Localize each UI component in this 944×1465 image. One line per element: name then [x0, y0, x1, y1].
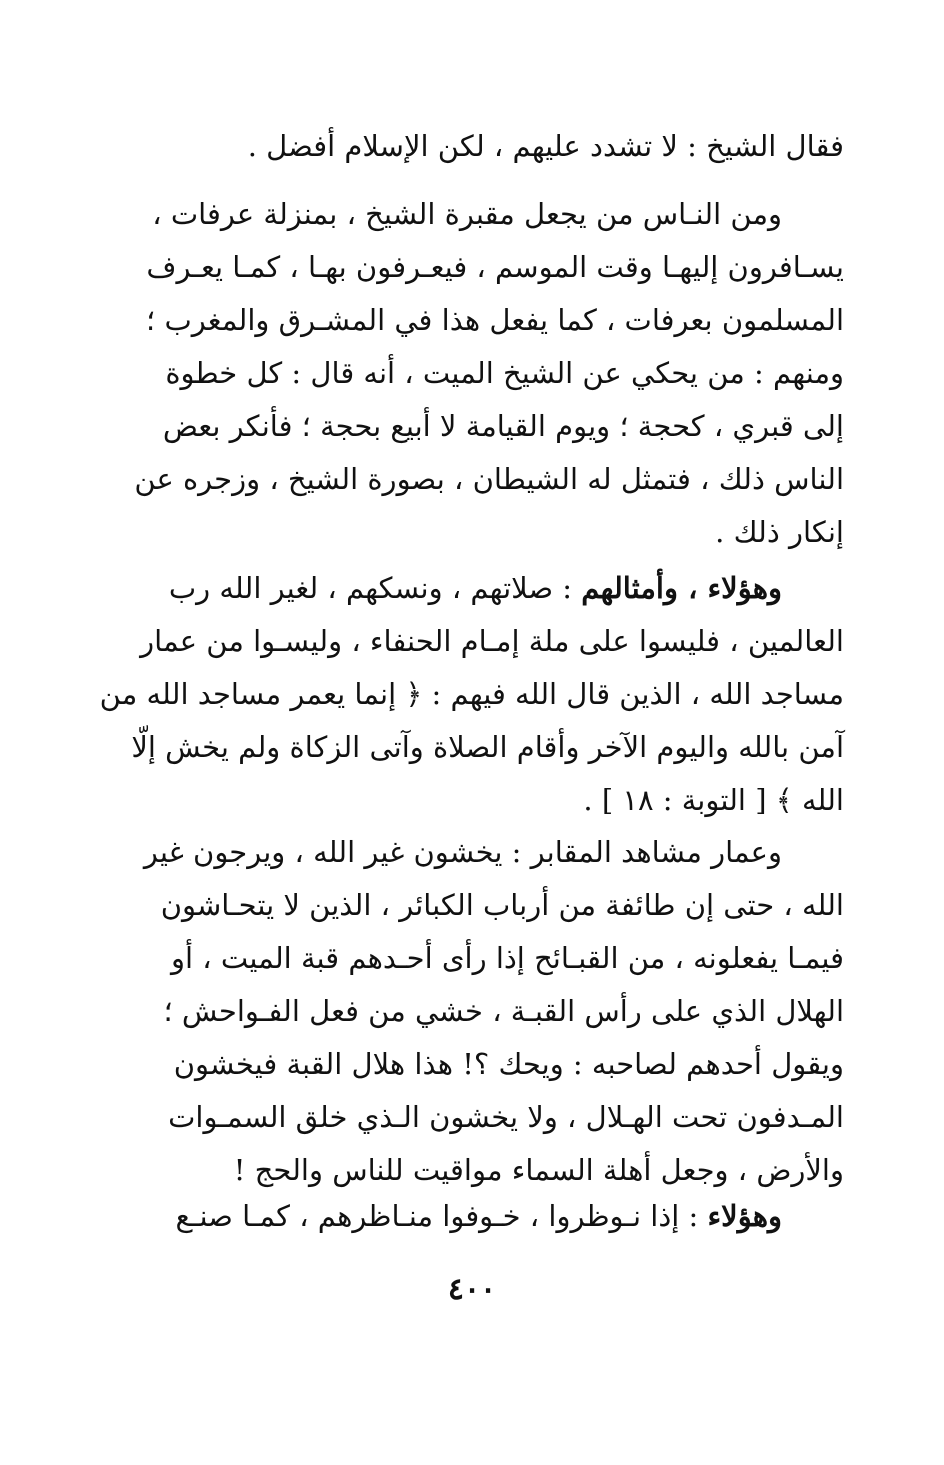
text-line: إنكار ذلك . [715, 515, 844, 549]
text-line: الهلال الذي على رأس القبـة ، خشي من فعل الفـواحش ؛ [163, 994, 844, 1028]
paragraph-1 [98, 120, 844, 173]
line-rest: : صلاتهم ، ونسكهم ، لغير الله رب [168, 571, 582, 605]
paragraph-3 [98, 562, 844, 827]
text-line: ويقول أحدهم لصاحبه : ويحك ؟! هذا هلال القبة فيخشون [173, 1047, 844, 1081]
text-line: وعمار مشاهد المقابر : يخشون غير الله ، ويرجون غير [143, 835, 782, 869]
paragraph-4 [98, 826, 844, 1197]
text-line: والأرض ، وجعل أهلة السماء مواقيت للناس والحج ! [233, 1153, 844, 1187]
page-number: ٤٠٠ [447, 1272, 497, 1307]
line-rest: : إذا نـوظروا ، خـوفوا منـاظرهم ، كمـا صنـع [175, 1199, 708, 1233]
text-line: فيمـا يفعلونه ، من القبـائح إذا رأى أحـدهم قبة الميت ، أو [170, 941, 844, 975]
text-line [98, 1190, 844, 1243]
text-line: ومنهم : من يحكي عن الشيخ الميت ، أنه قال : كل خطوة [165, 356, 844, 390]
text-line: المسلمون بعرفات ، كما يفعل هذا في المشـرق والمغرب ؛ [146, 303, 844, 337]
text-line: الناس ذلك ، فتمثل له الشيطان ، بصورة الشيخ ، وزجره عن [134, 462, 844, 496]
text-line: مساجد الله ، الذين قال الله فيهم : ﴿ إنما يعمر مساجد الله من [99, 677, 844, 711]
text-line: المـدفون تحت الهـلال ، ولا يخشون الـذي خلق السمـوات [168, 1100, 844, 1134]
bold-lead: وهؤلاء ، وأمثالهم [581, 571, 782, 605]
text-line: آمن بالله واليوم الآخر وأقام الصلاة وآتى الزكاة ولم يخش إلّا [131, 730, 844, 764]
text-line: ومن النـاس من يجعل مقبرة الشيخ ، بمنزلة عرفات ، [152, 197, 782, 231]
text-line: الله ، حتى إن طائفة من أرباب الكبائر ، الذين لا يتحـاشون [160, 888, 844, 922]
text-line: إلى قبري ، كحجة ؛ ويوم القيامة لا أبيع بحجة ؛ فأنكر بعض [162, 409, 844, 443]
text-line: الله ﴾ [ التوبة : ١٨ ] . [583, 783, 844, 817]
text-line [98, 562, 844, 615]
paragraph-5 [98, 1190, 844, 1243]
bold-lead: وهؤلاء [707, 1199, 782, 1233]
text-line: يسـافرون إليهـا وقت الموسم ، فيعـرفون بهـا ، كمـا يعـرف [146, 250, 844, 284]
text-line: العالمين ، فليسوا على ملة إمـام الحنفاء ، وليسـوا من عمار [140, 624, 844, 658]
text-line: فقال الشيخ : لا تشدد عليهم ، لكن الإسلام أفضل . [247, 129, 844, 163]
paragraph-2 [98, 188, 844, 559]
